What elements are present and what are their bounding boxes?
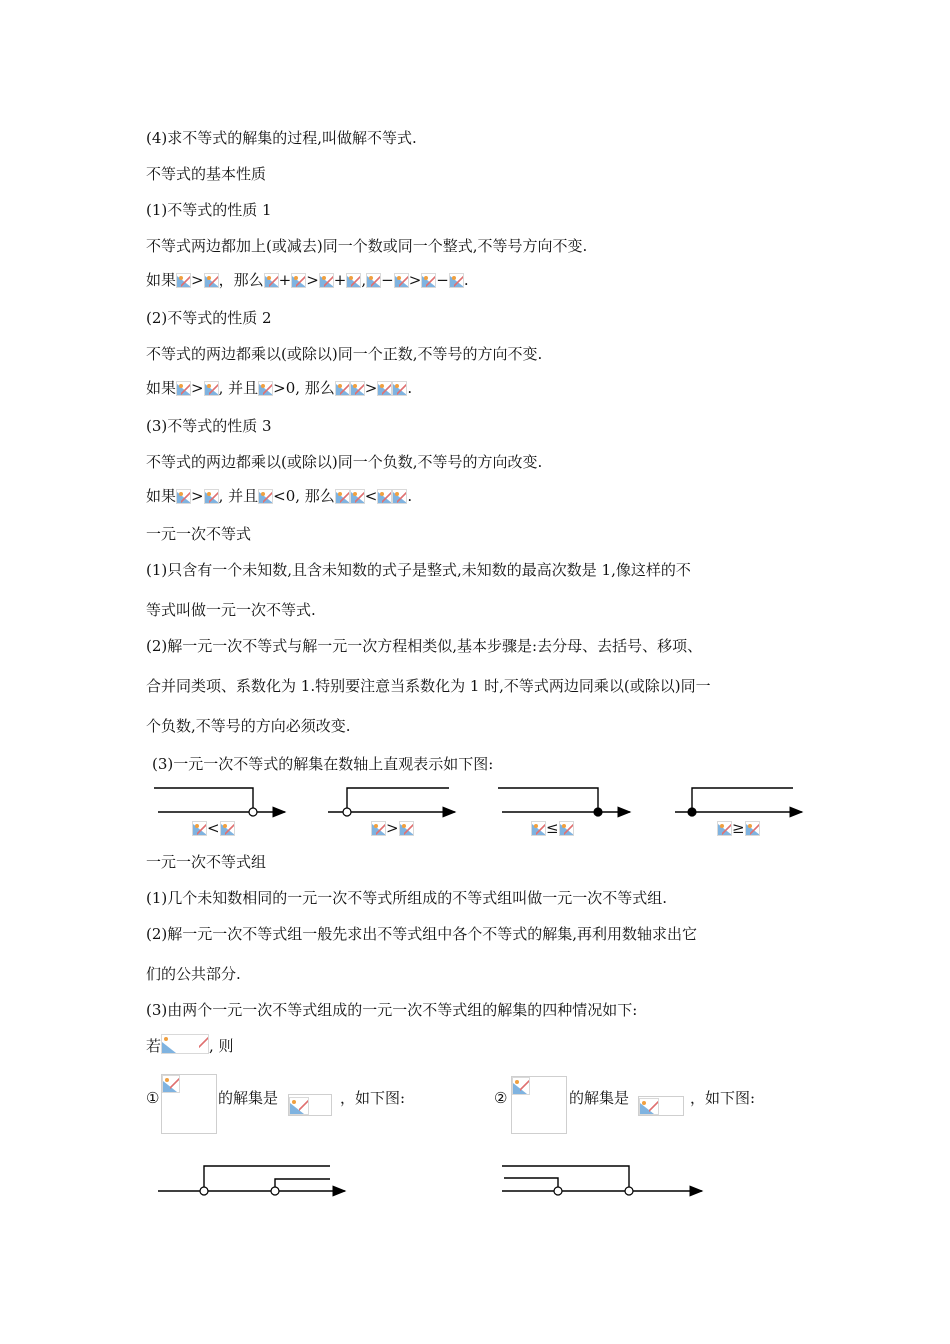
symbol: >: [386, 819, 399, 837]
symbol: >: [408, 271, 422, 289]
formula-text: ，那么: [218, 271, 264, 289]
heading-linear-inequality: 一元一次不等式: [146, 525, 252, 543]
case-2-number-line: [502, 1166, 702, 1195]
symbol: >: [306, 271, 319, 289]
formula-text: 如果: [146, 379, 177, 397]
range-bracket: [692, 788, 793, 808]
symbol: ≤: [546, 819, 559, 837]
paragraph-1-line-1: (1)只含有一个未知数,且含未知数的式子是整式,未知数的最高次数是 1,像这样的不: [146, 561, 691, 579]
open-point: [554, 1187, 562, 1195]
symbol: ≥: [732, 819, 745, 837]
paragraph-2-line-3: 个负数,不等号的方向必须改变.: [146, 717, 351, 735]
paragraph-2-line-1: (2)解一元一次不等式与解一元一次方程相类似,基本步骤是:去分母、去括号、移项、: [146, 637, 703, 655]
symbol: −: [381, 271, 394, 289]
range-bracket: [154, 788, 253, 808]
property-2-title: (2)不等式的性质 2: [146, 309, 272, 327]
closed-point: [594, 808, 602, 816]
symbol: .: [463, 271, 469, 289]
symbol: >: [191, 271, 204, 289]
system-paragraph-2-line-1: (2)解一元一次不等式组一般先求出不等式组中各个不等式的解集,再利用数轴求出它: [146, 925, 698, 943]
property-3-title: (3)不等式的性质 3: [146, 417, 272, 435]
property-1-desc: 不等式两边都加上(或减去)同一个数或同一个整式,不等号方向不变.: [146, 237, 588, 255]
open-point: [200, 1187, 208, 1195]
system-paragraph-3: (3)由两个一元一次不等式组成的一元一次不等式组的解集的四种情况如下:: [146, 1001, 638, 1019]
case-2-marker: ②: [494, 1089, 508, 1107]
case-1-number-line: [158, 1166, 345, 1195]
formula-text: <0, 那么: [273, 487, 335, 505]
symbol: +: [333, 271, 347, 289]
paragraph-2-line-2: 合并同类项、系数化为 1.特别要注意当系数化为 1 时,不等式两边同乘以(或除以)同一: [146, 677, 711, 695]
symbol: >: [191, 487, 204, 505]
number-line-greater-equal: [675, 788, 802, 816]
formula-text: 如果: [146, 271, 177, 289]
symbol: −: [436, 271, 449, 289]
symbol: .: [407, 487, 413, 505]
case-1-marker: ①: [146, 1089, 160, 1107]
system-paragraph-1: (1)几个未知数相同的一元一次不等式所组成的不等式组叫做一元一次不等式组.: [146, 889, 668, 907]
symbol: <: [364, 487, 378, 505]
formula-text: , 并且: [218, 379, 259, 397]
case-2-tail: ，如下图:: [690, 1089, 756, 1107]
property-3-desc: 不等式的两边都乘以(或除以)同一个负数,不等号的方向改变.: [146, 453, 543, 471]
system-paragraph-2-line-2: 们的公共部分.: [146, 965, 241, 983]
symbol: >: [364, 379, 378, 397]
formula-text: >0, 那么: [273, 379, 335, 397]
range-bracket-outer: [502, 1166, 629, 1187]
property-1-title: (1)不等式的性质 1: [146, 201, 272, 219]
formula-text: 如果: [146, 487, 177, 505]
case-1-tail: ，如下图:: [340, 1089, 406, 1107]
open-point: [343, 808, 351, 816]
case-text: 的解集是: [218, 1089, 279, 1107]
text-line-solve-inequality: (4)求不等式的解集的过程,叫做解不等式.: [146, 129, 417, 147]
range-bracket-inner: [275, 1179, 330, 1187]
range-bracket: [498, 788, 598, 808]
heading-inequality-system: 一元一次不等式组: [146, 853, 267, 871]
symbol: ,: [361, 271, 367, 289]
formula-text: , 并且: [218, 487, 259, 505]
closed-point: [688, 808, 696, 816]
range-bracket: [347, 788, 449, 808]
range-bracket-outer: [204, 1166, 330, 1187]
open-point: [271, 1187, 279, 1195]
paragraph-1-line-2: 等式叫做一元一次不等式.: [146, 601, 316, 619]
number-line-less-than: [154, 788, 285, 816]
symbol: >: [191, 379, 204, 397]
property-2-desc: 不等式的两边都乘以(或除以)同一个正数,不等号的方向不变.: [146, 345, 543, 363]
condition-text: , 则: [209, 1037, 234, 1055]
symbol: .: [407, 379, 413, 397]
symbol: +: [278, 271, 292, 289]
case-text: 的解集是: [569, 1089, 630, 1107]
paragraph-3: (3)一元一次不等式的解集在数轴上直观表示如下图:: [152, 755, 494, 773]
symbol: <: [207, 819, 220, 837]
number-line-less-equal: [498, 788, 630, 816]
condition-text: 若: [146, 1037, 162, 1055]
range-bracket-inner: [504, 1178, 558, 1187]
number-line-greater-than: [328, 788, 455, 816]
open-point: [625, 1187, 633, 1195]
open-point: [249, 808, 257, 816]
heading-basic-properties: 不等式的基本性质: [146, 165, 267, 183]
